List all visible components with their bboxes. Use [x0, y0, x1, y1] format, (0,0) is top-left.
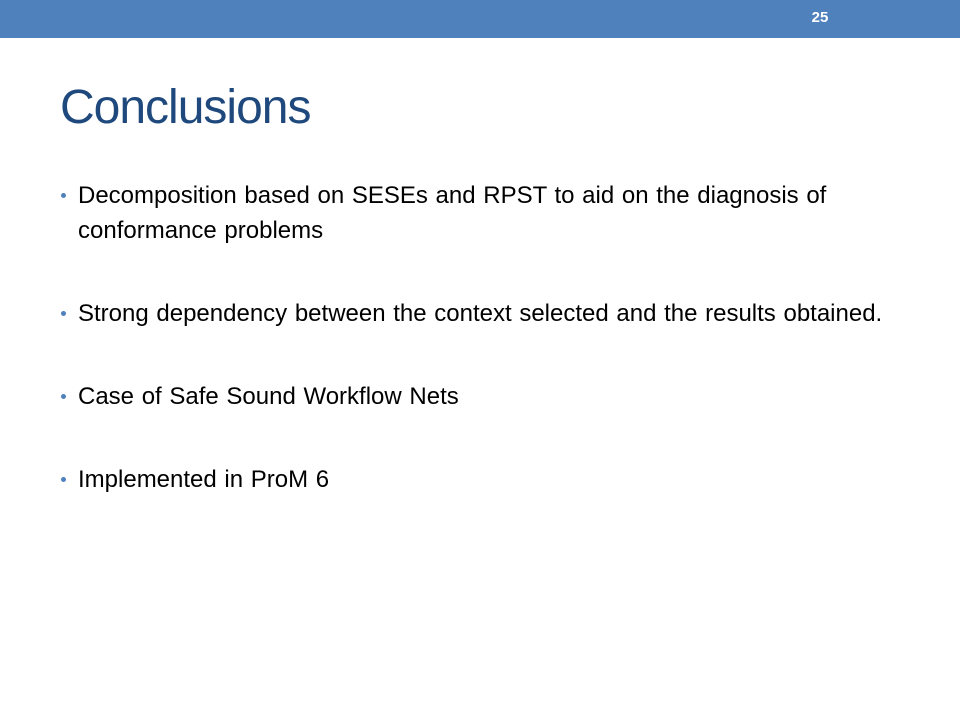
header-bar — [0, 0, 960, 38]
page-number: 25 — [811, 9, 829, 26]
bullet-item — [60, 462, 900, 497]
bullet-text: Strong dependency between the context selected and the results obtained. — [78, 300, 883, 327]
bullet-item — [60, 178, 900, 248]
bullet-dot-icon — [61, 477, 66, 482]
bullet-dot-icon — [61, 394, 66, 399]
bullet-text: Implemented in ProM 6 — [78, 466, 330, 493]
bullet-dot-icon — [61, 193, 66, 198]
bullet-dot-icon — [61, 311, 66, 316]
slide-title: Conclusions — [60, 81, 311, 134]
bullet-text: Case of Safe Sound Workflow Nets — [78, 383, 459, 410]
bullet-item — [60, 379, 900, 414]
bullet-list — [60, 178, 900, 497]
bullet-item — [60, 296, 900, 331]
bullet-text: Decomposition based on SESEs and RPST to aid on the diagnosis of conformance problems — [78, 182, 827, 244]
